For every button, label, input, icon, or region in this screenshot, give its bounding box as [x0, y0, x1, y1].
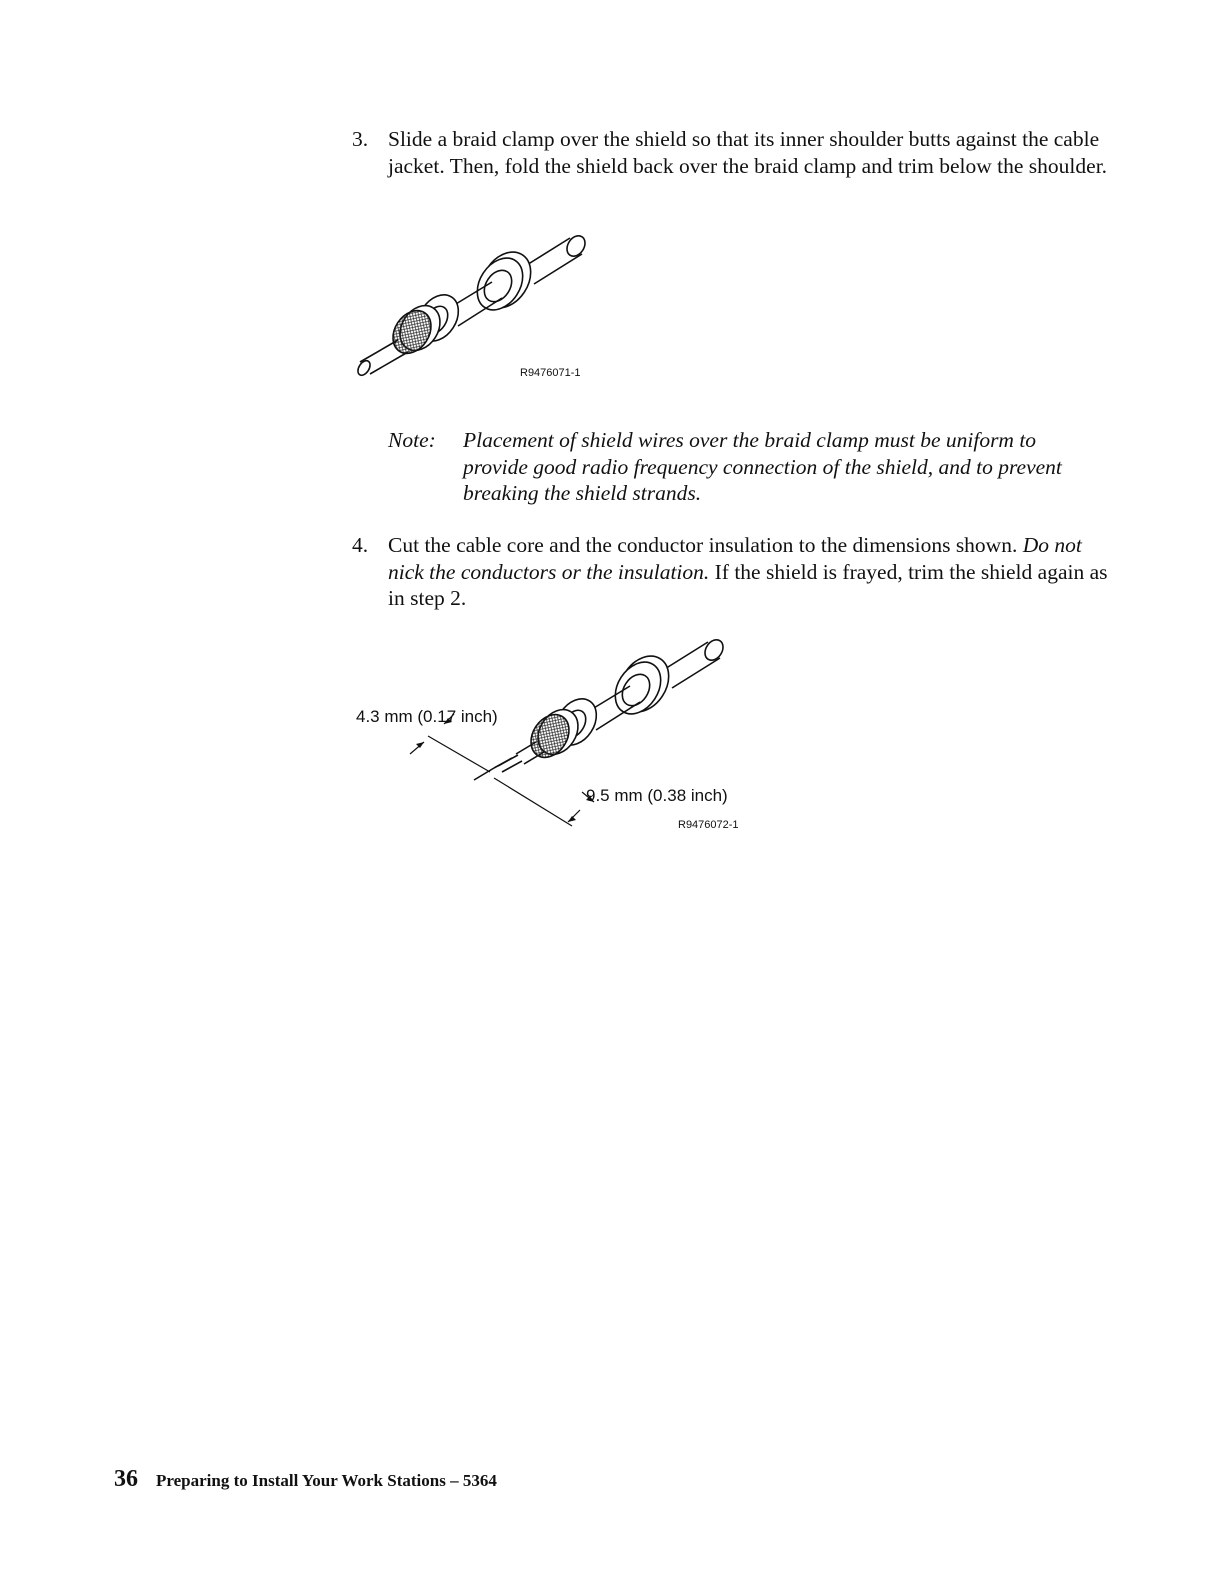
page-number: 36 [114, 1466, 138, 1492]
figure-id-2: R9476072-1 [678, 819, 739, 831]
step-number: 4. [352, 533, 369, 557]
cable-dimensions-figure [350, 632, 770, 842]
page-footer [114, 1466, 497, 1493]
step-3 [352, 126, 1112, 179]
step-text [388, 532, 1112, 612]
step-text-part: Cut the cable core and the conductor insulation to the dimensions shown. [388, 533, 1023, 557]
note-text: Placement of shield wires over the braid clamp must be uniform to provide good radio frequency connection of the shield, and to prevent breaking the shield strands. [463, 428, 1062, 505]
dimension-label-insulation: 9.5 mm (0.38 inch) [586, 786, 728, 805]
note-label: Note: [388, 428, 436, 452]
step-4 [352, 532, 1112, 612]
step-text: Slide a braid clamp over the shield so that its inner shoulder butts against the cable jacket. Then, fold the shield back over the braid clamp and trim below the shoulder. [388, 127, 1108, 178]
note [388, 427, 1088, 507]
step-text-emphasis: Do not nick the conductors or the insulation. [388, 533, 1082, 584]
braid-clamp-figure [350, 228, 610, 388]
dimension-label-core: 4.3 mm (0.17 inch) [356, 707, 498, 726]
running-title: Preparing to Install Your Work Stations – 5364 [156, 1471, 497, 1490]
figure-id-1: R9476071-1 [520, 367, 581, 379]
step-text-part: If the shield is frayed, trim the shield again as in step 2. [388, 559, 1108, 610]
step-number: 3. [352, 127, 369, 151]
